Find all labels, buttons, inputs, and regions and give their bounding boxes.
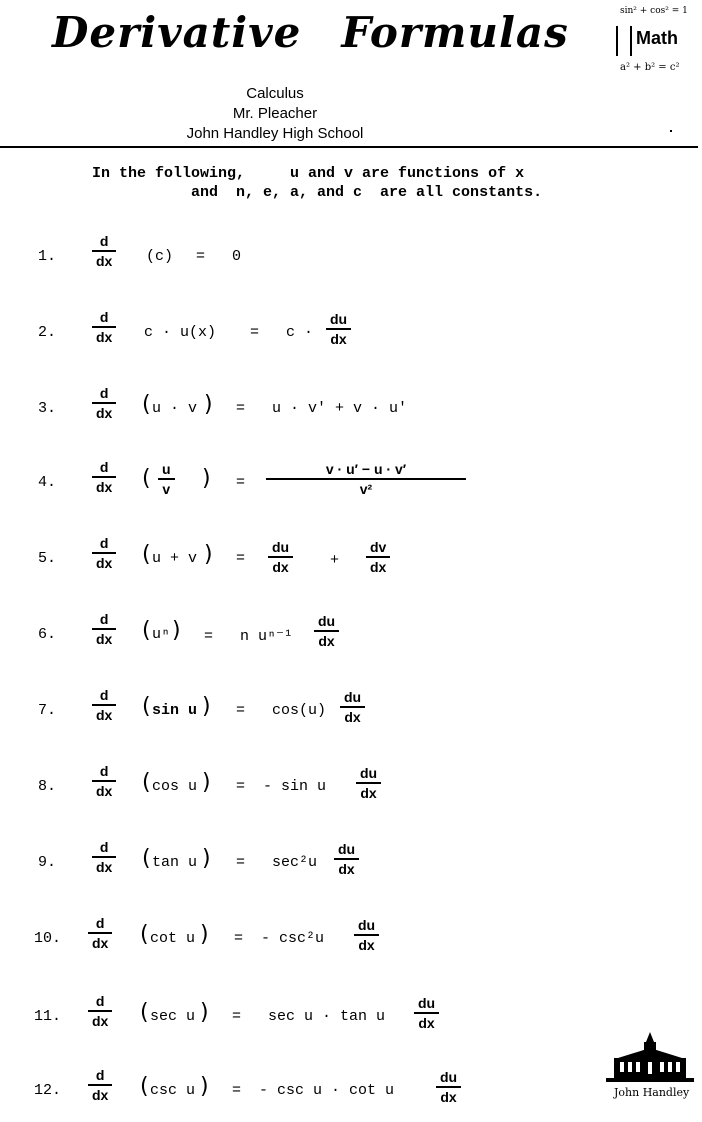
dx-label: dx [96, 329, 113, 345]
rhs-numerator: v · u′ − u · v′ [325, 461, 407, 477]
dx-label: dx [96, 707, 113, 723]
d-label: d [99, 763, 109, 779]
formula-arg: u · v [152, 400, 198, 417]
math-logo-label: Math [636, 28, 678, 48]
left-bracket: ( [142, 846, 151, 871]
right-bracket: ) [204, 392, 213, 417]
formula-10 [0, 914, 700, 970]
v-label: v [162, 481, 171, 497]
formula-rhs: = - csc u · cot u [232, 1082, 395, 1099]
stray-dot [670, 130, 672, 132]
d-label: d [99, 839, 109, 855]
left-bracket: ( [142, 392, 151, 417]
equals-sign: = [236, 474, 246, 491]
d-label: d [95, 993, 105, 1009]
intro-line-1: In the following, u and v are functions of x [92, 165, 525, 182]
left-bracket: ( [142, 770, 151, 795]
du-label: du [358, 917, 376, 933]
course-name: Calculus [246, 85, 304, 102]
d-dx-operator [92, 686, 116, 724]
formula-number: 8. [38, 778, 57, 795]
d-label: d [99, 233, 109, 249]
du-label: du [318, 613, 336, 629]
right-bracket: ) [202, 770, 211, 795]
d-dx-operator [92, 610, 116, 648]
d-dx-operator [92, 384, 116, 422]
du-dx-fraction [354, 916, 379, 954]
dx-label: dx [440, 1089, 457, 1105]
formula-number: 9. [38, 854, 57, 871]
du-label: du [344, 689, 362, 705]
d-dx-operator [92, 838, 116, 876]
formula-arg: (c) [146, 248, 174, 265]
formula-rhs: = sec u · tan u [232, 1008, 386, 1025]
math-logo-bottom: a² + b² = c² [620, 62, 680, 73]
left-bracket: ( [142, 618, 151, 643]
formula-3 [0, 384, 700, 440]
right-bracket: ) [200, 1074, 209, 1099]
formula-rhs: = sec²u [236, 854, 318, 871]
right-bracket: ) [172, 618, 181, 643]
du-label: du [360, 765, 378, 781]
right-bracket: ) [202, 466, 211, 491]
formula-arg: csc u [150, 1082, 196, 1099]
formula-number: 12. [34, 1082, 62, 1099]
d-dx-operator [88, 914, 112, 952]
dx-label: dx [96, 253, 113, 269]
math-logo-top: sin² + cos² = 1 [620, 6, 688, 16]
left-bracket: ( [140, 1074, 149, 1099]
left-bracket: ( [140, 1000, 149, 1025]
du-label: du [272, 539, 290, 555]
du-dx-fraction [334, 840, 359, 878]
dx-label: dx [418, 1015, 435, 1031]
dx-label: dx [92, 935, 109, 951]
formula-11 [0, 992, 700, 1048]
left-bracket: ( [142, 466, 151, 491]
plus-sign: + [330, 552, 340, 569]
formula-arg: cos u [152, 778, 198, 795]
formula-9 [0, 838, 700, 894]
right-bracket: ) [202, 694, 211, 719]
formula-rhs: = c · [250, 324, 314, 341]
dv-dx-fraction [366, 538, 390, 576]
formula-rhs: = 0 [196, 248, 242, 265]
formula-12 [0, 1066, 700, 1122]
formula-rhs: = - sin u [236, 778, 327, 795]
formula-4 [0, 458, 700, 514]
formula-number: 11. [34, 1008, 62, 1025]
dx-label: dx [272, 559, 289, 575]
intro-text [92, 164, 542, 202]
intro-line-2: and n, e, a, and c are all constants. [92, 184, 543, 201]
d-dx-operator [92, 458, 116, 496]
du-dx-fraction [268, 538, 293, 576]
formula-rhs: = - csc²u [234, 930, 325, 947]
dx-label: dx [96, 631, 113, 647]
title-word-derivative: Derivative [52, 8, 302, 57]
dx-label: dx [318, 633, 335, 649]
math-logo [614, 6, 698, 82]
formula-number: 4. [38, 474, 57, 491]
formula-number: 3. [38, 400, 57, 417]
du-label: du [418, 995, 436, 1011]
d-label: d [99, 535, 109, 551]
d-label: d [99, 611, 109, 627]
dx-label: dx [96, 859, 113, 875]
dx-label: dx [358, 937, 375, 953]
formula-2 [0, 308, 700, 364]
formula-number: 2. [38, 324, 57, 341]
title-word-formulas: Formulas [341, 8, 569, 57]
dx-label: dx [96, 783, 113, 799]
dx-label: dx [92, 1013, 109, 1029]
formula-arg: uⁿ [152, 626, 171, 643]
d-label: d [99, 309, 109, 325]
formula-number: 6. [38, 626, 57, 643]
d-label: d [99, 459, 109, 475]
formula-number: 5. [38, 550, 57, 567]
d-label: d [95, 1067, 105, 1083]
du-dx-fraction [340, 688, 365, 726]
dx-label: dx [338, 861, 355, 877]
right-bracket: ) [204, 542, 213, 567]
formula-1 [0, 232, 700, 288]
left-bracket: ( [140, 922, 149, 947]
left-bracket: ( [142, 694, 151, 719]
formula-arg: tan u [152, 854, 198, 871]
d-dx-operator [92, 232, 116, 270]
d-dx-operator [92, 534, 116, 572]
dx-label: dx [96, 555, 113, 571]
d-label: d [99, 687, 109, 703]
dx-label: dx [344, 709, 361, 725]
page-title [52, 8, 569, 57]
formula-number: 10. [34, 930, 62, 947]
building-icon [604, 1030, 696, 1086]
d-dx-operator [92, 308, 116, 346]
du-dx-fraction [314, 612, 339, 650]
formula-8 [0, 762, 700, 818]
dx-label: dx [96, 479, 113, 495]
left-bracket: ( [142, 542, 151, 567]
dx-label: dx [370, 559, 387, 575]
formula-number: 1. [38, 248, 57, 265]
right-bracket: ) [200, 1000, 209, 1025]
formula-rhs: = [236, 550, 246, 567]
formula-rhs: = n uⁿ⁻¹ [204, 628, 293, 645]
formula-arg: u + v [152, 550, 198, 567]
u-label: u [162, 461, 171, 477]
math-logo-side-icon [616, 26, 632, 56]
dx-label: dx [330, 331, 347, 347]
dx-label: dx [96, 405, 113, 421]
school-logo-caption: John Handley [614, 1086, 690, 1099]
school-building-logo [604, 1030, 696, 1100]
formula-rhs: = cos(u) [236, 702, 327, 719]
du-dx-fraction [436, 1068, 461, 1106]
formula-number: 7. [38, 702, 57, 719]
formula-5 [0, 534, 700, 590]
d-dx-operator [88, 992, 112, 1030]
formula-rhs: = u · v′ + v · u′ [236, 400, 408, 417]
formula-arg: cot u [150, 930, 196, 947]
d-dx-operator [92, 762, 116, 800]
u-over-v [158, 460, 175, 498]
d-label: d [95, 915, 105, 931]
du-label: du [330, 311, 348, 327]
quotient-rule-rhs [266, 460, 466, 498]
du-label: du [338, 841, 356, 857]
dv-label: dv [370, 539, 387, 555]
d-label: d [99, 385, 109, 401]
formula-7 [0, 686, 700, 742]
rhs-denominator: v² [359, 481, 373, 497]
dx-label: dx [92, 1087, 109, 1103]
formula-6 [0, 610, 700, 666]
right-bracket: ) [200, 922, 209, 947]
dx-label: dx [360, 785, 377, 801]
du-dx-fraction [356, 764, 381, 802]
du-label: du [440, 1069, 458, 1085]
d-dx-operator [88, 1066, 112, 1104]
header-divider [0, 146, 698, 148]
du-dx-fraction [326, 310, 351, 348]
formula-arg: sin u [152, 702, 198, 719]
right-bracket: ) [202, 846, 211, 871]
du-dx-fraction [414, 994, 439, 1032]
formula-arg: sec u [150, 1008, 196, 1025]
school-name: John Handley High School [186, 125, 364, 142]
teacher-name: Mr. Pleacher [232, 105, 318, 122]
formula-arg: c · u(x) [144, 324, 217, 341]
